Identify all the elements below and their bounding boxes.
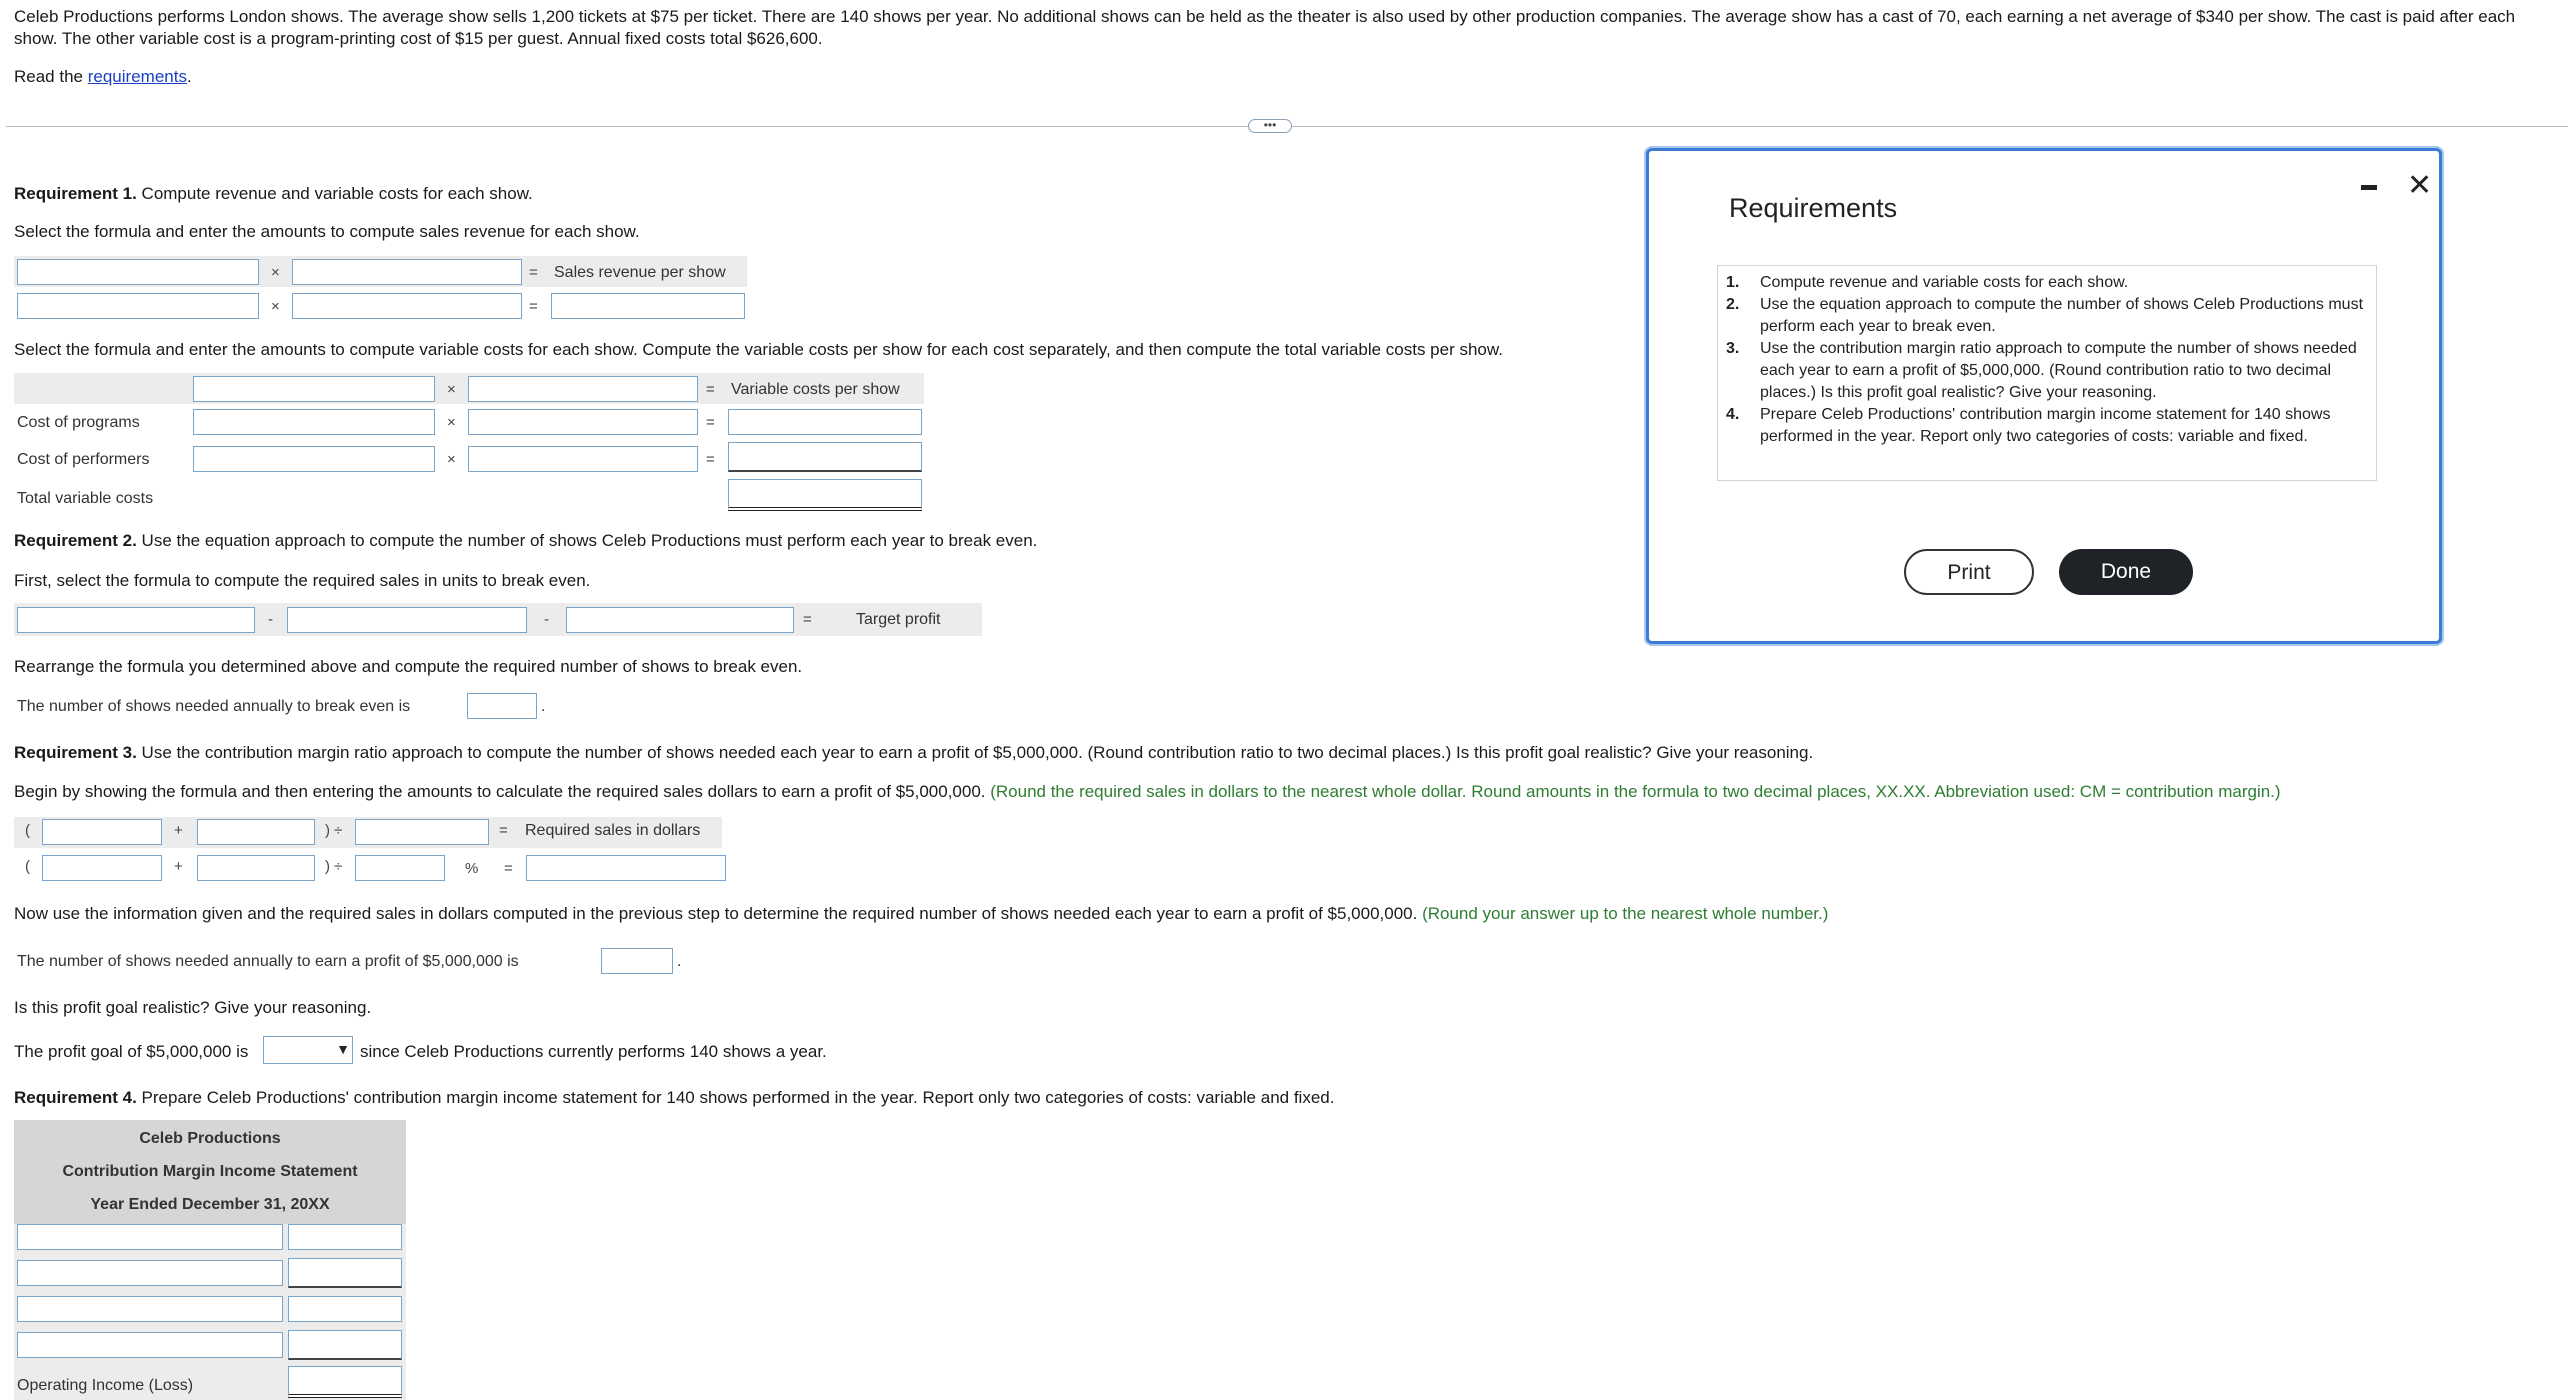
required-sales-amount-input-2[interactable]: [197, 855, 315, 881]
breakeven-formula-select-1[interactable]: [17, 607, 255, 633]
breakeven-shows-input[interactable]: [467, 693, 537, 719]
close-icon[interactable]: ✕: [2407, 169, 2433, 202]
equals-sign: =: [529, 298, 538, 315]
profit-goal-dropdown[interactable]: [263, 1036, 353, 1064]
variable-costs-per-show-label: Variable costs per show: [731, 381, 900, 398]
cost-of-performers-label: Cost of performers: [17, 451, 150, 468]
req2-rearrange-instruction: Rearrange the formula you determined above and compute the required number of shows to break even.: [14, 657, 803, 676]
req4-heading: Requirement 4. Prepare Celeb Productions' contribution margin income statement for 140 shows performed in the year. Report only two categories of costs: variable and fixed.: [14, 1088, 1335, 1107]
total-variable-costs-label: Total variable costs: [17, 490, 154, 507]
required-sales-formula-select-1[interactable]: [42, 819, 162, 845]
modal-title: Requirements: [1729, 193, 1898, 223]
times-sign: ×: [271, 298, 280, 315]
revenue-formula-select-1[interactable]: [17, 259, 259, 285]
profit-shows-input[interactable]: [601, 948, 673, 974]
close-paren-divide: ) ÷: [325, 822, 343, 839]
minus-sign: -: [268, 611, 273, 628]
open-paren: (: [25, 822, 30, 839]
percent-sign: %: [465, 860, 479, 877]
sales-revenue-result-input[interactable]: [551, 293, 745, 319]
revenue-formula-select-2[interactable]: [292, 259, 522, 285]
total-variable-costs-input[interactable]: [728, 479, 922, 511]
statement-period: Year Ended December 31, 20XX: [90, 1196, 330, 1213]
req3-now-instruction: Now use the information given and the required sales in dollars computed in the previous step to determine the required number of shows needed each year to earn a profit of $5,000,000. (Round your answer up to the nearest whole number.): [14, 904, 1829, 923]
times-sign: ×: [271, 264, 280, 281]
revenue-amount-input-1[interactable]: [17, 293, 259, 319]
operating-income-input[interactable]: [288, 1366, 402, 1398]
income-statement-header: [14, 1120, 406, 1224]
statement-amount-input-4[interactable]: [288, 1330, 402, 1360]
equals-sign: =: [529, 264, 538, 281]
statement-label-input-2[interactable]: [17, 1260, 283, 1286]
varcost-formula-select-2[interactable]: [468, 376, 698, 402]
profit-shows-label: The number of shows needed annually to earn a profit of $5,000,000 is: [17, 953, 519, 970]
req3-heading: Requirement 3. Use the contribution margin ratio approach to compute the number of shows needed each year to earn a profit of $5,000,000. (Round contribution ratio to two decimal places.) Is this profit goal realistic? Give your reasoning.: [14, 743, 1814, 762]
required-sales-amount-input-1[interactable]: [42, 855, 162, 881]
equals-sign: =: [499, 822, 508, 839]
requirements-link[interactable]: requirements: [87, 67, 187, 86]
minimize-icon[interactable]: [2361, 185, 2377, 190]
programs-cost-result-input[interactable]: [728, 409, 922, 435]
performers-cost-result-input[interactable]: [728, 442, 922, 472]
req1-revenue-instruction: Select the formula and enter the amounts to compute sales revenue for each show.: [14, 222, 640, 241]
done-button[interactable]: Done: [2059, 549, 2193, 595]
statement-label-input-3[interactable]: [17, 1296, 283, 1322]
plus-sign: +: [174, 858, 183, 875]
req1-varcost-instruction: Select the formula and enter the amounts to compute variable costs for each show. Compute the variable costs per show for each cost separately, and then compute the total variable costs per show.: [14, 340, 1503, 359]
open-paren: (: [25, 858, 30, 875]
breakeven-formula-select-3[interactable]: [566, 607, 794, 633]
programs-amount-input-2[interactable]: [468, 409, 698, 435]
requirements-list: 1. Compute revenue and variable costs for each show. 2. Use the equation approach to compute the number of shows Celeb Productions must perform each year to break even. 3. Use the contribution margin ratio approach to compute the number of shows needed each year to earn a profit of $5,000,000. (Round contribution ratio to two decimal places.) Is this profit goal realistic? Give your reasoning. 4. Prepare Celeb Productions' contribution margin income statement for 140 shows performed in the year. Report only two categories of costs: variable and fixed.: [1717, 265, 2377, 481]
read-requirements-line: Read the requirements.: [14, 67, 192, 86]
close-paren-divide: ) ÷: [325, 858, 343, 875]
equals-sign: =: [803, 611, 812, 628]
sales-revenue-per-show-label: Sales revenue per show: [554, 264, 726, 281]
plus-sign: +: [174, 822, 183, 839]
operating-income-label: Operating Income (Loss): [17, 1377, 194, 1394]
required-sales-in-dollars-label: Required sales in dollars: [525, 822, 701, 839]
equals-sign: =: [504, 860, 513, 877]
times-sign: ×: [447, 381, 456, 398]
required-sales-result-input[interactable]: [526, 855, 726, 881]
times-sign: ×: [447, 414, 456, 431]
print-button[interactable]: Print: [1904, 549, 2034, 595]
equals-sign: =: [706, 381, 715, 398]
statement-company: Celeb Productions: [139, 1130, 281, 1147]
req1-heading: Requirement 1. Compute revenue and variable costs for each show.: [14, 184, 533, 203]
statement-amount-input-2[interactable]: [288, 1258, 402, 1288]
realistic-question: Is this profit goal realistic? Give your reasoning.: [14, 998, 372, 1017]
req3-begin-instruction: Begin by showing the formula and then entering the amounts to calculate the required sales dollars to earn a profit of $5,000,000. (Round the required sales in dollars to the nearest whole dollar. Round amounts in the formula to two decimal places, XX.XX. Abbreviation used: CM = contribution margin.): [14, 782, 2281, 801]
breakeven-shows-label: The number of shows needed annually to break even is: [17, 698, 411, 715]
minus-sign: -: [544, 611, 549, 628]
statement-label-input-4[interactable]: [17, 1332, 283, 1358]
required-sales-formula-select-3[interactable]: [355, 819, 489, 845]
equals-sign: =: [706, 451, 715, 468]
profit-goal-suffix: since Celeb Productions currently performs 140 shows a year.: [360, 1042, 827, 1061]
dropdown-arrow-icon: ▼: [336, 1041, 350, 1057]
profit-goal-prefix: The profit goal of $5,000,000 is: [14, 1042, 249, 1061]
required-sales-formula-select-2[interactable]: [197, 819, 315, 845]
target-profit-label: Target profit: [856, 611, 941, 628]
performers-amount-input-1[interactable]: [193, 446, 435, 472]
breakeven-formula-select-2[interactable]: [287, 607, 527, 633]
statement-title: Contribution Margin Income Statement: [62, 1163, 358, 1180]
statement-label-input-1[interactable]: [17, 1224, 283, 1250]
programs-amount-input-1[interactable]: [193, 409, 435, 435]
equals-sign: =: [706, 414, 715, 431]
problem-statement: Celeb Productions performs London shows. The average show sells 1,200 tickets at $75 per ticket. There are 140 shows per year. No additional shows can be held as the theater is also used by other production companies. The average show has a cast of 70, each earning a net average of $340 per show. The cast is paid after each show. The other variable cost is a program-printing cost of $15 per guest. Annual fixed costs total $626,600.: [14, 7, 2516, 48]
expand-ellipsis-button[interactable]: •••: [1248, 119, 1292, 133]
times-sign: ×: [447, 451, 456, 468]
cost-of-programs-label: Cost of programs: [17, 414, 140, 431]
statement-amount-input-3[interactable]: [288, 1296, 402, 1322]
cm-ratio-input[interactable]: [355, 855, 445, 881]
varcost-formula-select-1[interactable]: [193, 376, 435, 402]
req2-heading: Requirement 2. Use the equation approach to compute the number of shows Celeb Productions must perform each year to break even.: [14, 531, 1038, 550]
req2-formula-instruction: First, select the formula to compute the required sales in units to break even.: [14, 571, 591, 590]
revenue-amount-input-2[interactable]: [292, 293, 522, 319]
statement-amount-input-1[interactable]: [288, 1224, 402, 1250]
performers-amount-input-2[interactable]: [468, 446, 698, 472]
requirements-modal: [1646, 148, 2442, 644]
